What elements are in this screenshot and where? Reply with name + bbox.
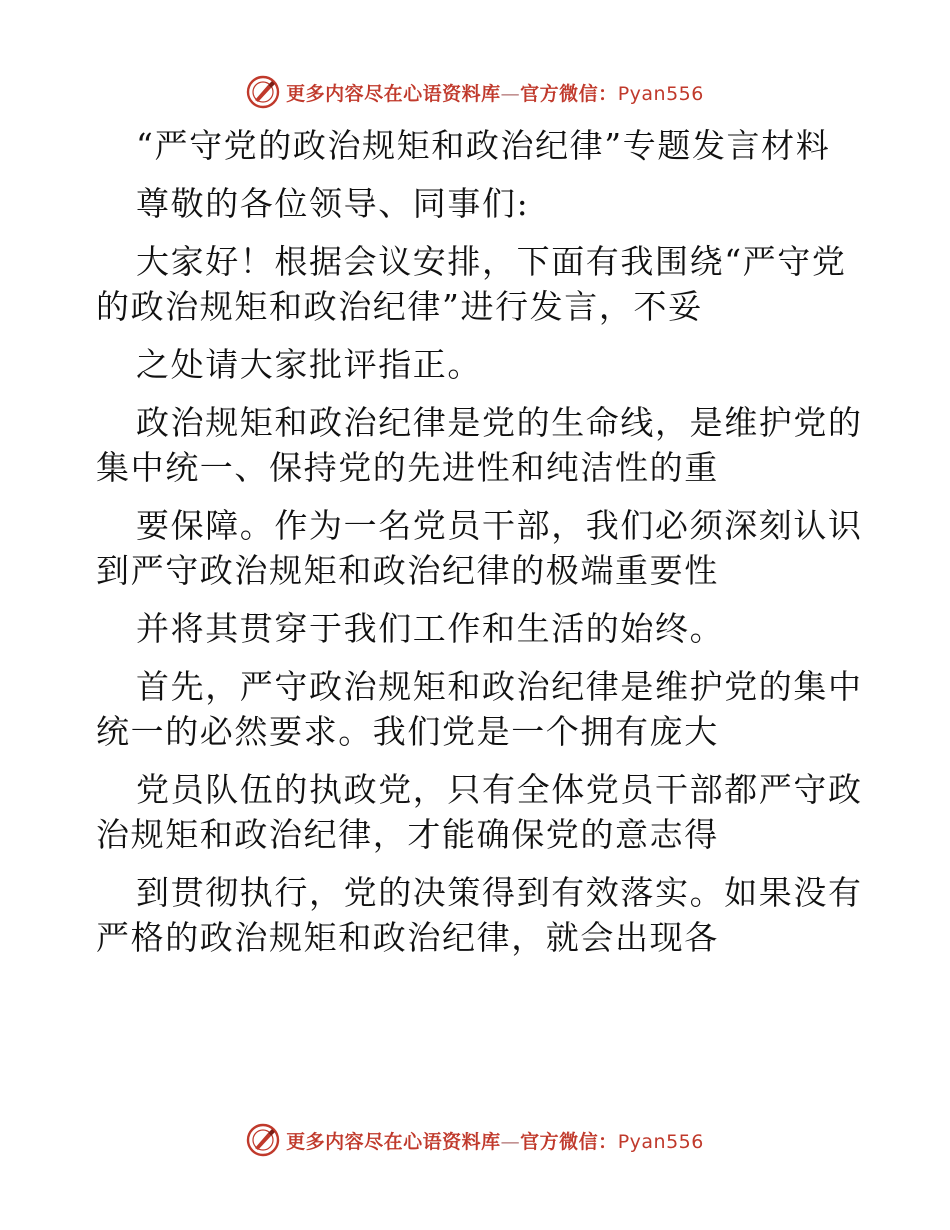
document-body — [96, 126, 863, 957]
pen-logo-icon — [246, 75, 280, 109]
footer-wechat-id: Pyan556 — [617, 1130, 704, 1153]
text-line: 严格的政治规矩和政治纪律，就会出现各 — [96, 918, 719, 957]
footer-banner — [0, 1120, 950, 1160]
document-title: “严守党的政治规矩和政治纪律”专题发言材料 — [136, 126, 831, 165]
text-line: 到贯彻执行，党的决策得到有效落实。如果没有 — [136, 873, 863, 912]
footer-banner-text — [286, 1127, 704, 1154]
text-line: 要保障。作为一名党员干部，我们必须深刻认识 — [136, 506, 863, 545]
footer-banner-separator: — — [500, 1130, 521, 1153]
footer-wechat-label: 官方微信： — [520, 1130, 618, 1153]
text-line: 政治规矩和政治纪律是党的生命线，是维护党的 — [136, 403, 863, 442]
text-line: 大家好！根据会议安排，下面有我围绕“严守党 — [136, 242, 847, 281]
text-line: 首先，严守政治规矩和政治纪律是维护党的集中 — [136, 667, 863, 706]
text-line: 统一的必然要求。我们党是一个拥有庞大 — [96, 712, 719, 751]
header-banner-title: 更多内容尽在心语资料库 — [286, 82, 501, 105]
text-line: 治规矩和政治纪律，才能确保党的意志得 — [96, 815, 719, 854]
text-line: 的政治规矩和政治纪律”进行发言，不妥 — [96, 287, 703, 326]
pen-logo-icon — [246, 1123, 280, 1157]
header-wechat-label: 官方微信： — [520, 82, 618, 105]
header-wechat-id: Pyan556 — [617, 82, 704, 105]
text-line: 到严守政治规矩和政治纪律的极端重要性 — [96, 551, 719, 590]
text-line: 党员队伍的执政党，只有全体党员干部都严守政 — [136, 770, 863, 809]
header-banner — [0, 72, 950, 112]
header-banner-separator: — — [500, 82, 521, 105]
footer-banner-title: 更多内容尽在心语资料库 — [286, 1130, 501, 1153]
header-banner-text — [286, 79, 704, 106]
text-line: 集中统一、保持党的先进性和纯洁性的重 — [96, 448, 719, 487]
text-line: 并将其贯穿于我们工作和生活的始终。 — [136, 609, 725, 648]
text-line: 尊敬的各位领导、同事们: — [136, 184, 530, 223]
text-line: 之处请大家批评指正。 — [136, 345, 482, 384]
